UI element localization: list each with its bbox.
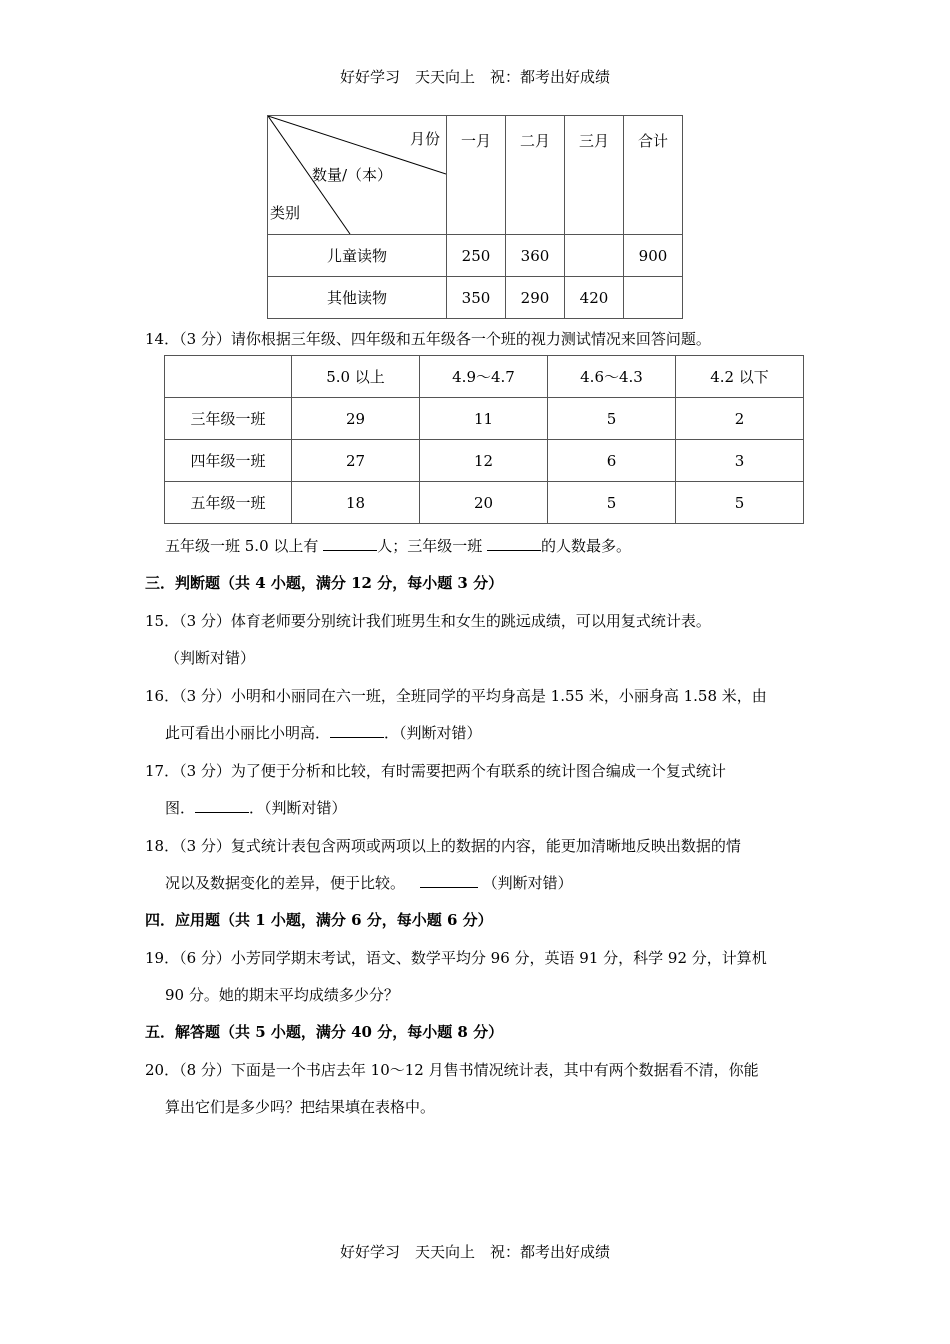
question-15-line2: （判断对错） [165, 649, 256, 667]
table-cell: 250 [447, 235, 506, 277]
table-cell: 5 [548, 482, 676, 524]
table-cell: 6 [548, 440, 676, 482]
page-header: 好好学习 天天向上 祝：都考出好成绩 [339, 68, 610, 86]
table-row [165, 440, 804, 482]
answer-blank[interactable] [330, 723, 384, 738]
page-footer: 好好学习 天天向上 祝：都考出好成绩 [339, 1243, 610, 1261]
question-20-line2: 算出它们是多少吗？把结果填在表格中。 [165, 1098, 436, 1116]
question-16-text: 此可看出小丽比小明高． [165, 724, 331, 742]
question-14-answer [165, 535, 631, 556]
answer-blank[interactable] [195, 798, 249, 813]
table-cell: 2 [676, 398, 804, 440]
question-17-line2 [165, 797, 347, 818]
table-cell: 12 [420, 440, 548, 482]
row-label: 儿童读物 [268, 235, 447, 277]
question-16-line1: 16．（3 分）小明和小丽同在六一班，全班同学的平均身高是 1.55 米，小丽身高 1.58 米，由 [145, 687, 767, 705]
table-cell: 420 [565, 277, 624, 319]
row-label: 其他读物 [268, 277, 447, 319]
row-label: 四年级一班 [165, 440, 292, 482]
question-18-suffix: （判断对错） [482, 874, 573, 892]
question-20-line1: 20．（8 分）下面是一个书店去年 10～12 月售书情况统计表，其中有两个数据看不清，你能 [145, 1061, 759, 1079]
table-header-row [165, 356, 804, 398]
table-row [165, 398, 804, 440]
answer-blank-2[interactable] [487, 536, 541, 551]
table-cell: 11 [420, 398, 548, 440]
header-cell [165, 356, 292, 398]
table-cell: 27 [292, 440, 420, 482]
answer-text-a: 五年级一班 5.0 以上有 [165, 537, 319, 555]
row-label: 五年级一班 [165, 482, 292, 524]
section-5-heading: 五．解答题（共 5 小题，满分 40 分，每小题 8 分） [145, 1023, 504, 1041]
section-4-heading: 四．应用题（共 1 小题，满分 6 分，每小题 6 分） [145, 911, 493, 929]
answer-blank-1[interactable] [323, 536, 377, 551]
table-cell: 5 [676, 482, 804, 524]
header-cell: 4.9～4.7 [420, 356, 548, 398]
question-19-line2: 90 分。她的期末平均成绩多少分？ [165, 986, 399, 1004]
header-cell: 4.6～4.3 [548, 356, 676, 398]
table-cell [565, 235, 624, 277]
question-18-line2 [165, 872, 573, 893]
question-16-line2 [165, 722, 482, 743]
table-cell: 5 [548, 398, 676, 440]
corner-label-quantity: 数量/（本） [312, 166, 393, 184]
header-cell: 合计 [624, 116, 683, 235]
vision-test-table [164, 355, 804, 524]
question-18-line1: 18．（3 分）复式统计表包含两项或两项以上的数据的内容，能更加清晰地反映出数据的情 [145, 837, 741, 855]
header-cell: 二月 [506, 116, 565, 235]
header-cell: 4.2 以下 [676, 356, 804, 398]
header-cell: 5.0 以上 [292, 356, 420, 398]
section-3-heading: 三．判断题（共 4 小题，满分 12 分，每小题 3 分） [145, 574, 504, 592]
table-cell: 360 [506, 235, 565, 277]
answer-text-c: 的人数最多。 [540, 537, 631, 555]
corner-label-category: 类别 [270, 204, 301, 222]
table-cell: 20 [420, 482, 548, 524]
question-19-line1: 19．（6 分）小芳同学期末考试，语文、数学平均分 96 分，英语 91 分，科学 92 分，计算机 [145, 949, 767, 967]
question-17-line1: 17．（3 分）为了便于分析和比较，有时需要把两个有联系的统计图合编成一个复式统计 [145, 762, 726, 780]
corner-label-month: 月份 [410, 130, 441, 148]
question-15-line1: 15．（3 分）体育老师要分别统计我们班男生和女生的跳远成绩，可以用复式统计表。 [145, 612, 711, 630]
header-cell: 一月 [447, 116, 506, 235]
question-16-suffix: ．（判断对错） [384, 724, 482, 742]
table-cell: 29 [292, 398, 420, 440]
row-label: 三年级一班 [165, 398, 292, 440]
table-row [268, 277, 683, 319]
table-cell: 18 [292, 482, 420, 524]
question-17-suffix: ．（判断对错） [249, 799, 347, 817]
table-cell: 3 [676, 440, 804, 482]
question-14-text: 14．（3 分）请你根据三年级、四年级和五年级各一个班的视力测试情况来回答问题。 [145, 330, 711, 348]
book-sales-table [267, 115, 683, 319]
question-17-text: 图． [165, 799, 196, 817]
question-18-text: 况以及数据变化的差异，便于比较。 [165, 874, 406, 892]
table-cell: 350 [447, 277, 506, 319]
answer-text-b: 人；三年级一班 [377, 537, 483, 555]
table-cell: 290 [506, 277, 565, 319]
answer-blank[interactable] [420, 873, 478, 888]
table-row [268, 235, 683, 277]
table-cell [624, 277, 683, 319]
table-cell: 900 [624, 235, 683, 277]
table-corner-cell [268, 116, 447, 235]
table-row [165, 482, 804, 524]
header-cell: 三月 [565, 116, 624, 235]
